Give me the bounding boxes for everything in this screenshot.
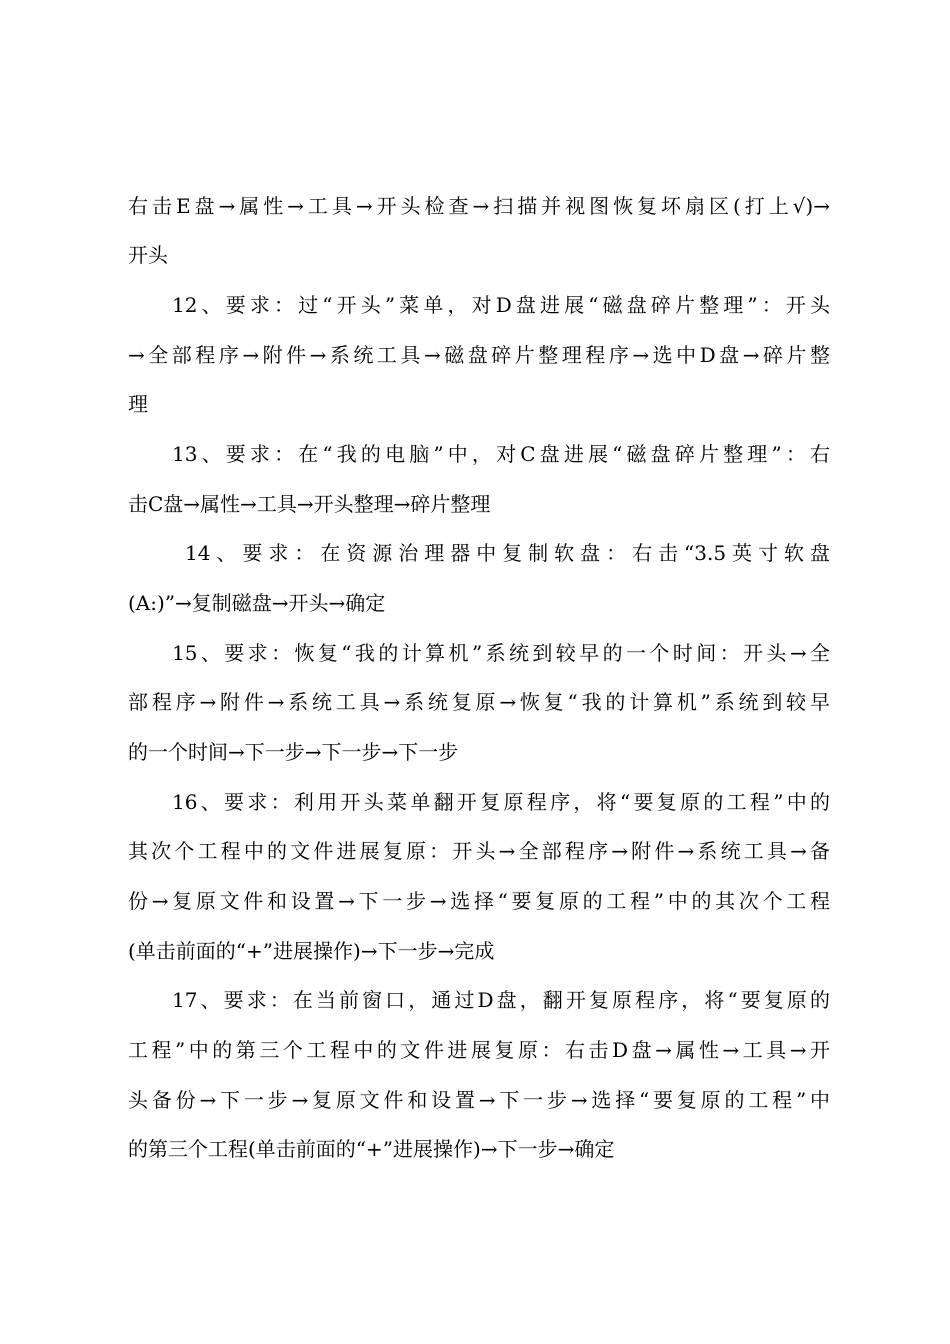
text-line: →全部程序→附件→系统工具→磁盘碎片整理程序→选中D盘→碎片整: [128, 343, 830, 367]
text-line: 工程”中的第三个工程中的文件进展复原：右击D盘→属性→工具→开: [128, 1038, 830, 1062]
text-line: 部程序→附件→系统工具→系统复原→恢复“我的计算机”系统到较早: [128, 690, 830, 714]
item-14-first-line: 14、要求：在资源治理器中复制软盘：右击“3.5英寸软盘: [185, 541, 830, 565]
item-16-first-line: 16、要求：利用开头菜单翻开复原程序，将“要复原的工程”中的: [172, 790, 830, 814]
text-line: (单击前面的“+”进展操作)→下一步→完成: [128, 939, 495, 963]
text-line: 份→复原文件和设置→下一步→选择“要复原的工程”中的其次个工程: [128, 889, 830, 913]
text-line: 头备份→下一步→复原文件和设置→下一步→选择“要复原的工程”中: [128, 1088, 830, 1112]
text-line: 开头: [128, 243, 168, 267]
text-line: 的一个时间→下一步→下一步→下一步: [128, 740, 459, 764]
text-line: 右击E盘→属性→工具→开头检查→扫描并视图恢复坏扇区(打上√)→: [128, 194, 830, 218]
text-line: 击C盘→属性→工具→开头整理→碎片整理: [128, 492, 491, 516]
item-15-first-line: 15、要求：恢复“我的计算机”系统到较早的一个时间：开头→全: [172, 641, 830, 665]
text-line: 理: [128, 392, 148, 416]
text-line: (A:)”→复制磁盘→开头→确定: [128, 591, 386, 615]
text-line: 的第三个工程(单击前面的“+”进展操作)→下一步→确定: [128, 1137, 615, 1161]
item-12-first-line: 12、要求：过“开头”菜单，对D盘进展“磁盘碎片整理”：开头: [172, 293, 830, 317]
text-line: 其次个工程中的文件进展复原：开头→全部程序→附件→系统工具→备: [128, 839, 830, 863]
item-13-first-line: 13、要求：在“我的电脑”中，对C盘进展“磁盘碎片整理”：右: [172, 442, 830, 466]
item-17-first-line: 17、要求：在当前窗口，通过D盘，翻开复原程序，将“要复原的: [172, 988, 830, 1012]
